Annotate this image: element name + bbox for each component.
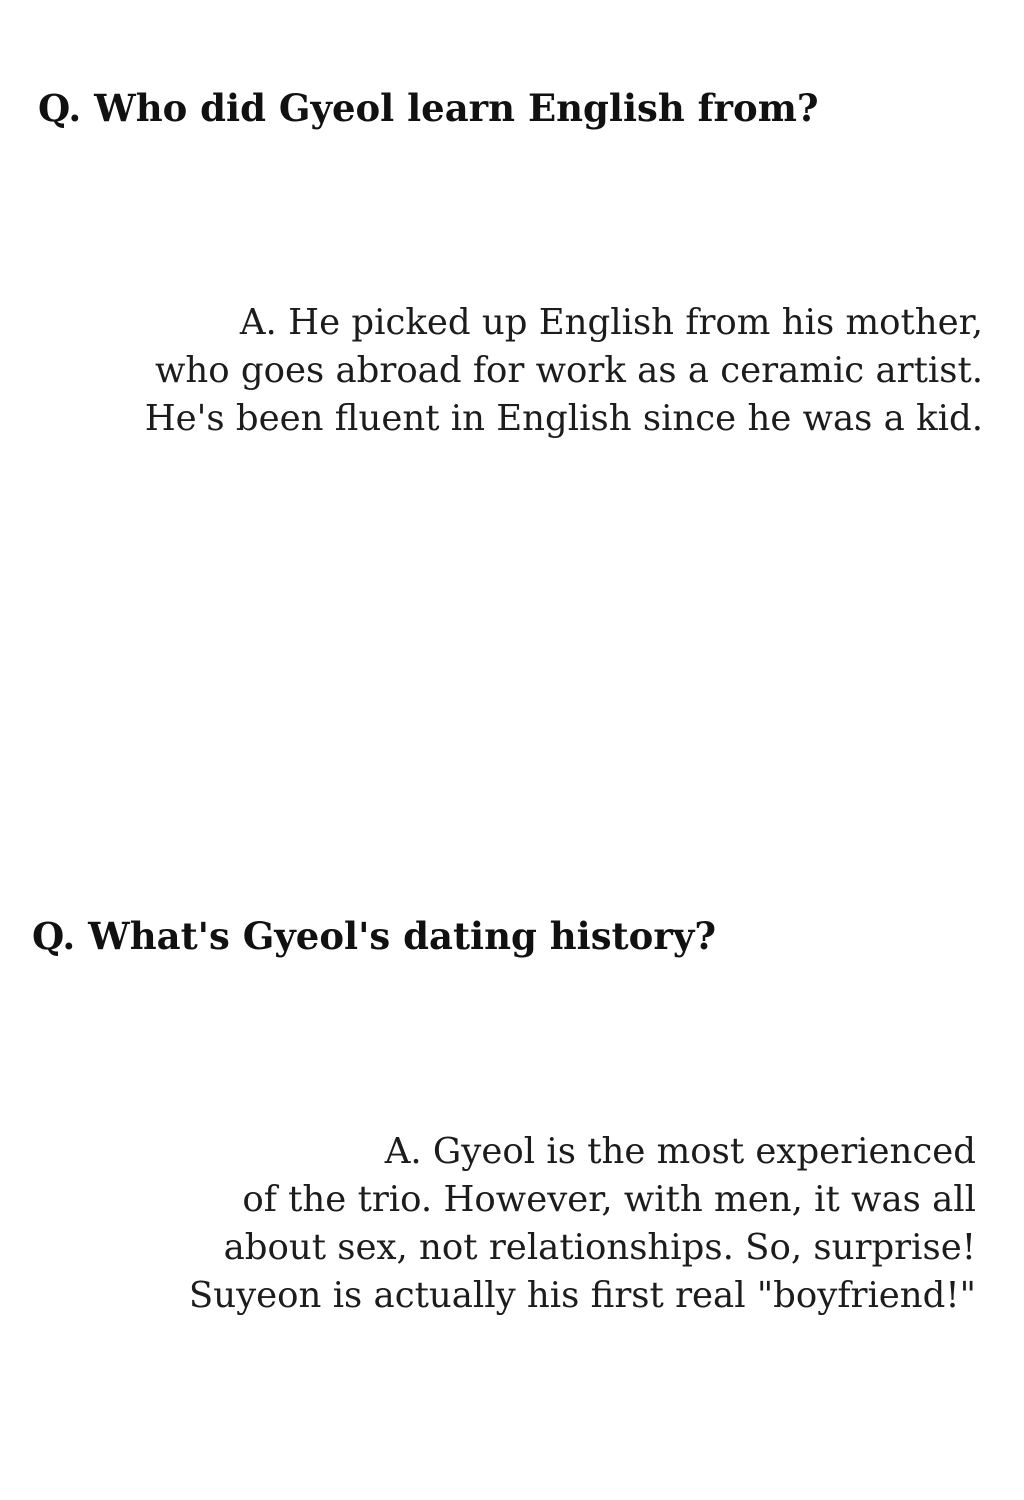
answer-line: He's been fluent in English since he was a kid. (144, 398, 983, 439)
answer-line: of the trio. However, with men, it was all (242, 1179, 976, 1220)
question-heading: Q. Who did Gyeol learn English from? (38, 86, 819, 130)
answer-line: Suyeon is actually his first real "boyfriend!" (188, 1275, 976, 1316)
answer-line: A. Gyeol is the most experienced (384, 1131, 976, 1172)
answer-line: A. He picked up English from his mother, (239, 302, 983, 343)
question-heading: Q. What's Gyeol's dating history? (32, 914, 716, 958)
answer-line: who goes abroad for work as a ceramic artist. (154, 350, 983, 391)
answer-paragraph (145, 299, 983, 443)
answer-paragraph (189, 1128, 976, 1320)
answer-line: about sex, not relationships. So, surprise! (223, 1227, 976, 1268)
